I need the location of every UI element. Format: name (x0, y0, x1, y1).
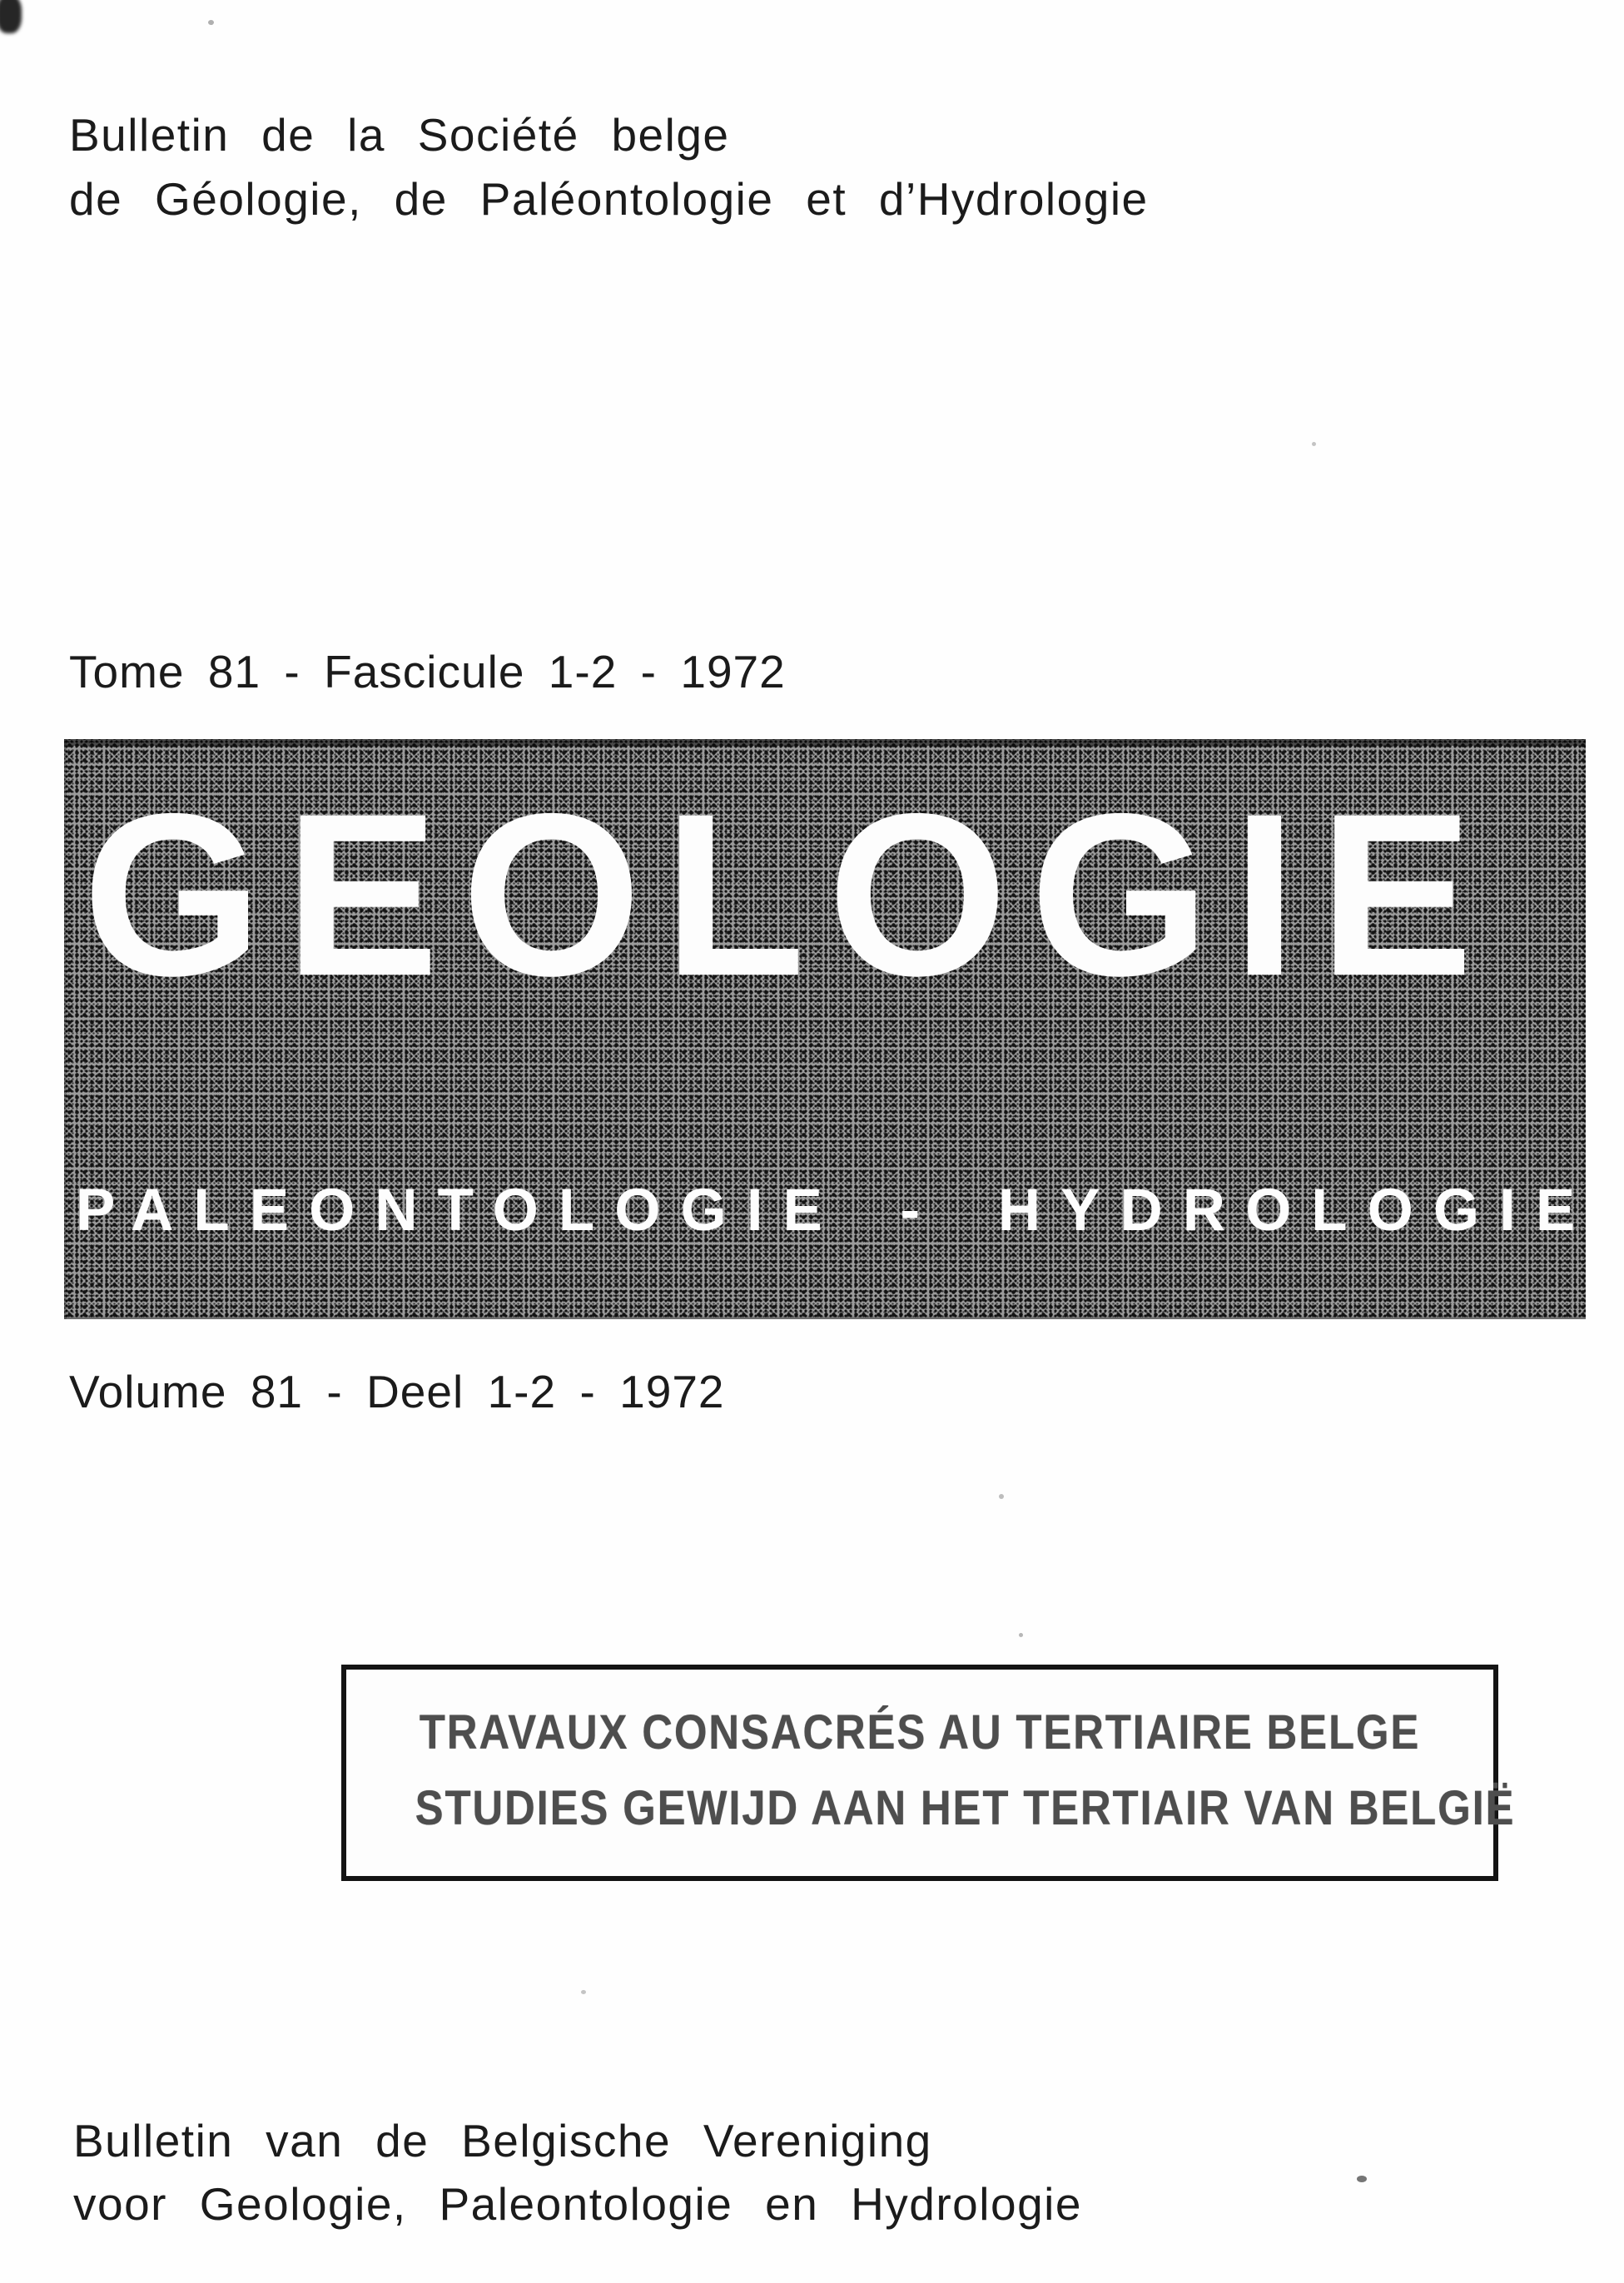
scan-speck (1357, 2176, 1367, 2182)
notice-box (341, 1665, 1516, 1881)
scan-speck (999, 1494, 1004, 1499)
title-banner (64, 739, 1596, 1319)
society-title-line2: de Géologie, de Paléontologie et d’Hydrologie (69, 173, 1149, 225)
footer-line1: Bulletin van de Belgische Vereniging (73, 2115, 932, 2166)
edition-line-french: Tome 81 - Fascicule 1-2 - 1972 (69, 646, 786, 697)
notice-line-dutch: STUDIES GEWIJD AAN HET TERTIAIR VAN BELGIË (415, 1781, 1516, 1835)
footer-line2: voor Geologie, Paleontologie en Hydrologie (73, 2178, 1082, 2230)
edition-line-dutch: Volume 81 - Deel 1-2 - 1972 (69, 1366, 725, 1417)
scan-speck (1019, 1633, 1023, 1637)
scan-smudge (0, 0, 22, 33)
scan-speck (208, 20, 214, 25)
notice-line-french: TRAVAUX CONSACRÉS AU TERTIAIRE BELGE (419, 1705, 1421, 1759)
society-title-dutch (73, 2109, 1082, 2236)
society-title-french (69, 103, 1149, 231)
banner-main-title: G E O L O G I E (82, 765, 1473, 1024)
society-title-line1: Bulletin de la Société belge (69, 109, 730, 161)
banner-subtitle: PALEONTOLOGIE - HYDROLOGIE (76, 1178, 1596, 1243)
scan-speck (581, 1990, 586, 1994)
scan-speck (1312, 442, 1316, 446)
